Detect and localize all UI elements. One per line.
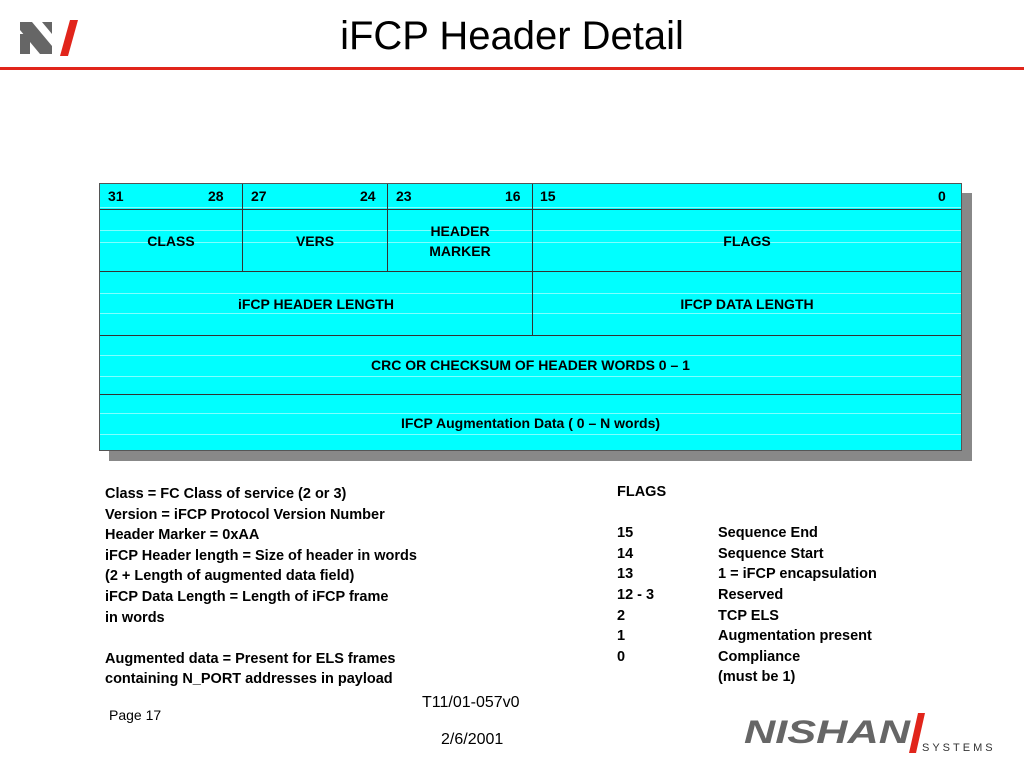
field-crc: CRC OR CHECKSUM OF HEADER WORDS 0 – 1 bbox=[371, 357, 690, 373]
field-data-length: IFCP DATA LENGTH bbox=[680, 295, 814, 312]
flag-row bbox=[617, 606, 937, 627]
flag-desc: 1 = iFCP encapsulation bbox=[718, 566, 877, 583]
page-title: iFCP Header Detail bbox=[340, 14, 684, 58]
flag-row bbox=[617, 667, 937, 688]
flag-bits: 0 bbox=[617, 648, 626, 665]
note-line: Augmented data = Present for ELS frames bbox=[105, 650, 396, 667]
note-line: in words bbox=[105, 609, 165, 626]
note-line: Class = FC Class of service (2 or 3) bbox=[105, 486, 347, 502]
header-marker-line2: MARKER bbox=[429, 242, 491, 259]
field-header-marker bbox=[388, 210, 532, 271]
logo-subtitle: SYSTEMS bbox=[922, 742, 996, 754]
header-diagram bbox=[99, 183, 962, 451]
title-divider bbox=[0, 67, 1024, 70]
note-line: Version = iFCP Protocol Version Number bbox=[105, 506, 385, 523]
flag-desc: Reserved bbox=[718, 586, 784, 603]
flag-desc: TCP ELS bbox=[718, 607, 779, 624]
flags-table bbox=[617, 482, 937, 688]
header-marker-line1: HEADER bbox=[430, 222, 490, 239]
flag-row bbox=[617, 585, 937, 606]
field-flags: FLAGS bbox=[723, 232, 771, 249]
flag-bits: 2 bbox=[617, 607, 626, 624]
document-date: 2/6/2001 bbox=[441, 731, 504, 748]
note-line bbox=[105, 628, 525, 649]
document-id: T11/01-057v0 bbox=[422, 694, 520, 711]
note-line: (2 + Length of augmented data field) bbox=[105, 568, 355, 585]
field-class: CLASS bbox=[147, 232, 195, 249]
bit-label-15: 15 bbox=[540, 188, 556, 204]
flag-desc: Sequence End bbox=[718, 525, 818, 542]
field-vers: VERS bbox=[295, 232, 335, 249]
field-header-length: iFCP HEADER LENGTH bbox=[237, 295, 395, 312]
note-line: iFCP Header length = Size of header in words bbox=[105, 547, 417, 564]
flag-row bbox=[617, 523, 937, 544]
flag-bits bbox=[617, 667, 718, 688]
flag-bits: 13 bbox=[617, 566, 634, 583]
flags-heading: FLAGS bbox=[617, 484, 667, 500]
bit-label-24: 24 bbox=[360, 188, 376, 204]
field-definitions bbox=[105, 484, 525, 690]
flag-bits: 14 bbox=[617, 545, 634, 562]
bit-label-23: 23 bbox=[396, 188, 412, 204]
note-line: Header Marker = 0xAA bbox=[105, 527, 260, 544]
flag-row bbox=[617, 626, 937, 647]
field-augmentation: IFCP Augmentation Data ( 0 – N words) bbox=[400, 414, 661, 431]
bit-label-0: 0 bbox=[938, 188, 946, 204]
flag-row bbox=[617, 564, 937, 585]
note-line: containing N_PORT addresses in payload bbox=[105, 671, 393, 688]
bit-label-16: 16 bbox=[505, 188, 521, 204]
flag-bits: 12 - 3 bbox=[617, 586, 655, 603]
flag-row bbox=[617, 544, 937, 565]
nishan-systems-logo bbox=[742, 711, 1004, 755]
flag-desc: Augmentation present bbox=[718, 628, 872, 645]
flag-desc: Sequence Start bbox=[718, 545, 824, 562]
bit-label-31: 31 bbox=[108, 188, 124, 204]
note-line: iFCP Data Length = Length of iFCP frame bbox=[105, 588, 389, 605]
page-number: Page 17 bbox=[109, 707, 162, 723]
bit-label-27: 27 bbox=[251, 188, 267, 204]
flag-desc: (must be 1) bbox=[718, 669, 796, 686]
flag-row bbox=[617, 647, 937, 668]
bit-label-28: 28 bbox=[208, 188, 224, 204]
flag-desc: Compliance bbox=[718, 648, 801, 665]
flag-bits: 1 bbox=[617, 628, 626, 645]
logo-wordmark: NISHAN bbox=[744, 714, 912, 750]
flag-bits: 15 bbox=[617, 525, 634, 542]
